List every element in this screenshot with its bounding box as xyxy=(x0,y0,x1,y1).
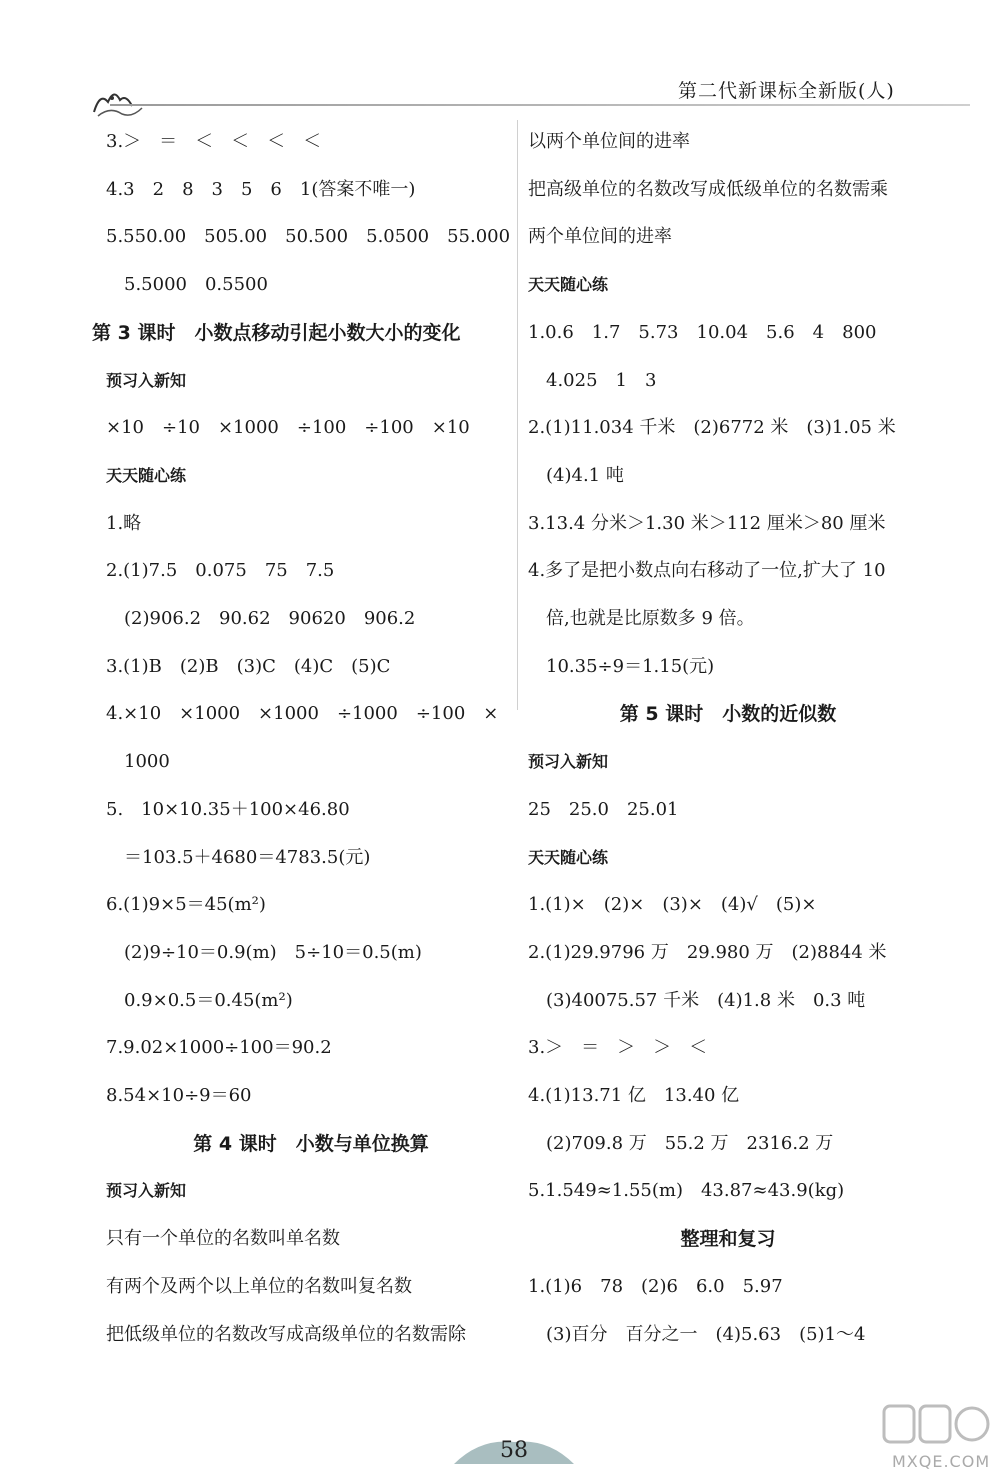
left-line-15: ＝103.5＋4680＝4783.5(元) xyxy=(124,846,371,868)
right-line-23: 整理和复习 xyxy=(680,1228,776,1251)
left-line-20: 8.54×10÷9＝60 xyxy=(106,1085,252,1106)
page-number: 58 xyxy=(500,1438,528,1463)
right-line-10: 倍,也就是比原数多 9 倍。 xyxy=(546,608,755,629)
right-line-17: 2.(1)29.9796 万 29.980 万 (2)8844 米 xyxy=(528,941,887,963)
left-line-2: 5.550.00 505.00 50.500 5.0500 55.000 xyxy=(106,226,511,248)
right-line-21: (2)709.8 万 55.2 万 2316.2 万 xyxy=(546,1132,834,1154)
right-line-1: 把高级单位的名数改写成低级单位的名数需乘 xyxy=(528,178,888,200)
left-line-8: 1.略 xyxy=(106,512,142,534)
left-line-23: 只有一个单位的名数叫单名数 xyxy=(106,1228,340,1250)
left-line-3: 5.5000 0.5500 xyxy=(124,274,268,296)
left-line-14: 5. 10×10.35＋100×46.80 xyxy=(106,798,350,820)
right-line-24: 1.(1)6 78 (2)6 6.0 5.97 xyxy=(528,1275,783,1297)
right-line-22: 5.1.549≈1.55(m) 43.87≈43.9(kg) xyxy=(528,1180,845,1202)
right-line-0: 以两个单位间的进率 xyxy=(528,131,690,152)
right-line-14: 25 25.0 25.01 xyxy=(528,798,679,820)
right-line-11: 10.35÷9＝1.15(元) xyxy=(546,655,715,677)
right-line-7: (4)4.1 吨 xyxy=(546,464,624,486)
right-line-3: 天天随心练 xyxy=(528,275,609,295)
right-line-20: 4.(1)13.71 亿 13.40 亿 xyxy=(528,1085,740,1106)
left-line-4: 第 3 课时 小数点移动引起小数大小的变化 xyxy=(92,321,461,344)
right-line-4: 1.0.6 1.7 5.73 10.04 5.6 4 800 xyxy=(528,321,877,343)
left-line-9: 2.(1)7.5 0.075 75 7.5 xyxy=(106,560,335,582)
left-line-22: 预习入新知 xyxy=(106,1181,187,1201)
left-line-19: 7.9.02×1000÷100＝90.2 xyxy=(106,1037,332,1059)
left-line-11: 3.(1)B (2)B (3)C (4)C (5)C xyxy=(106,655,391,677)
right-line-6: 2.(1)11.034 千米 (2)6772 米 (3)1.05 米 xyxy=(528,417,896,439)
right-line-8: 3.13.4 分米＞1.30 米＞112 厘米＞80 厘米 xyxy=(528,512,886,534)
left-line-25: 把低级单位的名数改写成高级单位的名数需除 xyxy=(106,1323,466,1345)
left-line-6: ×10 ÷10 ×1000 ÷100 ÷100 ×10 xyxy=(106,417,470,439)
left-line-16: 6.(1)9×5＝45(m²) xyxy=(106,894,266,916)
column-divider xyxy=(517,120,518,710)
left-line-7: 天天随心练 xyxy=(106,465,187,485)
left-line-17: (2)9÷10＝0.9(m) 5÷10＝0.5(m) xyxy=(124,941,422,963)
left-line-10: (2)906.2 90.62 90620 906.2 xyxy=(124,608,416,629)
right-line-15: 天天随心练 xyxy=(528,847,609,867)
right-line-16: 1.(1)× (2)× (3)× (4)√ (5)× xyxy=(528,894,817,916)
left-line-18: 0.9×0.5＝0.45(m²) xyxy=(124,989,293,1011)
header-title: 第二代新课标全新版(人) xyxy=(678,80,895,102)
left-line-5: 预习入新知 xyxy=(106,370,187,390)
left-line-24: 有两个及两个以上单位的名数叫复名数 xyxy=(106,1275,412,1297)
left-line-0: 3.＞ ＝ ＜ ＜ ＜ ＜ xyxy=(106,131,322,152)
right-line-12: 第 5 课时 小数的近似数 xyxy=(619,703,837,726)
right-line-5: 4.025 1 3 xyxy=(546,369,657,391)
header-rule xyxy=(110,104,970,106)
left-line-13: 1000 xyxy=(124,751,170,773)
right-line-2: 两个单位间的进率 xyxy=(528,226,672,248)
right-line-9: 4.多了是把小数点向右移动了一位,扩大了 10 xyxy=(528,560,886,582)
page-number-badge xyxy=(450,1434,578,1470)
right-line-25: (3)百分 百分之一 (4)5.63 (5)1～4 xyxy=(546,1323,866,1345)
left-line-21: 第 4 课时 小数与单位换算 xyxy=(193,1132,429,1155)
right-line-18: (3)40075.57 千米 (4)1.8 米 0.3 吨 xyxy=(546,989,866,1011)
left-line-1: 4.3 2 8 3 5 6 1(答案不唯一) xyxy=(106,178,416,200)
right-line-13: 预习入新知 xyxy=(528,752,609,772)
left-line-12: 4.×10 ×1000 ×1000 ÷1000 ÷100 × xyxy=(106,703,499,725)
watermark-text: MXQE.COM xyxy=(892,1452,991,1471)
right-line-19: 3.＞ ＝ ＞ ＞ ＜ xyxy=(528,1037,708,1059)
